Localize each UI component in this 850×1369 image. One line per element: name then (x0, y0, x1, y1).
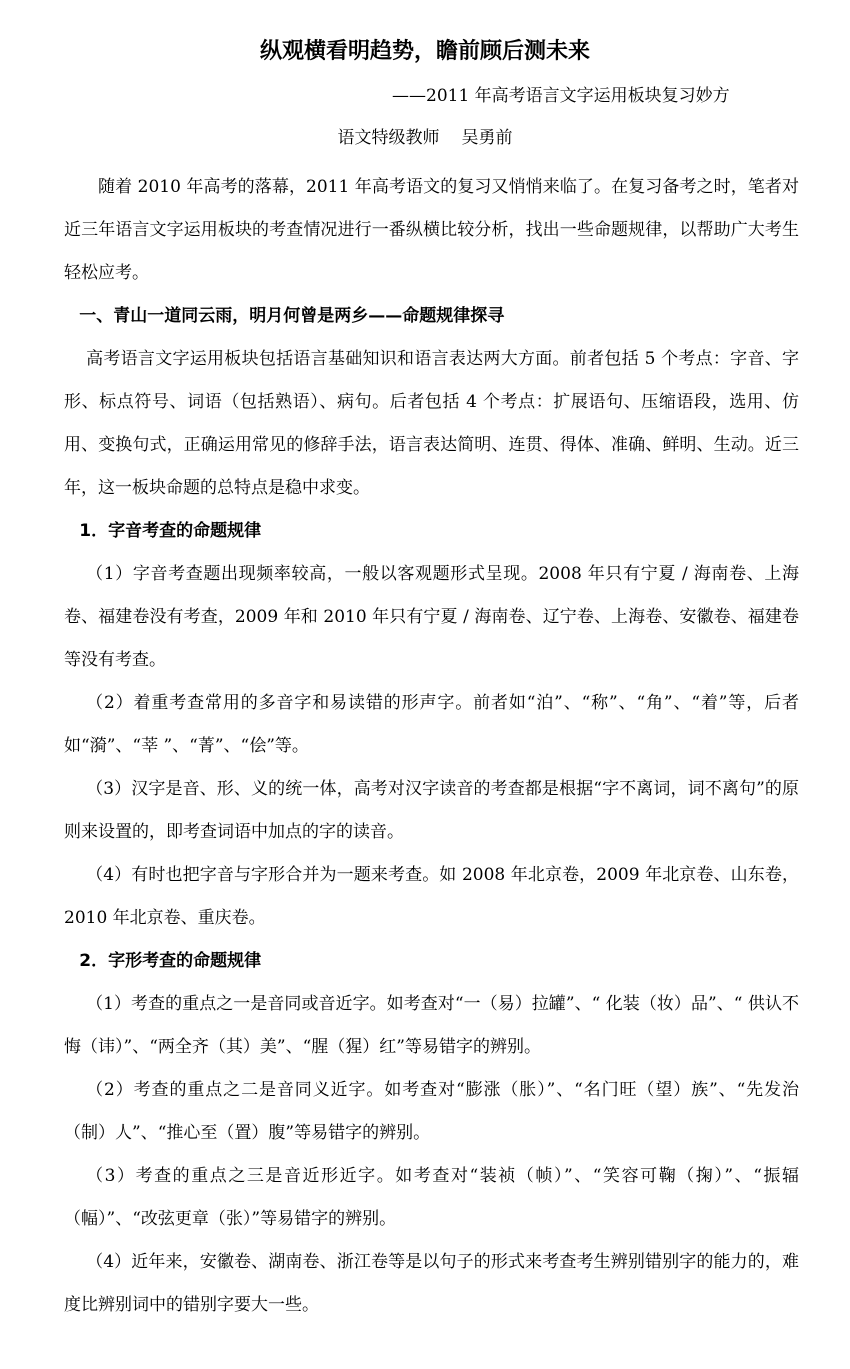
document-subtitle: ——2011 年高考语言文字运用板块复习妙方 (392, 86, 730, 106)
section-paragraph: 高考语言文字运用板块包括语言基础知识和语言表达两大方面。前者包括 5 个考点：字音、字形、标点符号、词语（包括熟语）、病句。后者包括 4 个考点：扩展语句、压缩语段，选用、仿用、变换句式，正确运用常见的修辞手法，语言表达简明、连贯、得体、准确、鲜明、生动。近三年，这一板块命题的总特点是稳中求变。 (64, 349, 799, 498)
subsection-heading-pronunciation: 1．字音考查的命题规律 (79, 521, 262, 541)
section-heading: 一、青山一道同云雨，明月何曾是两乡——命题规律探寻 (79, 306, 505, 326)
document-title: 纵观横看明趋势，瞻前顾后测未来 (259, 39, 590, 64)
glyph-item-2: （2）考查的重点之二是音同义近字。如考查对“膨涨（胀）”、“名门旺（望）族”、“先发治（制）人”、“推心至（置）腹”等易错字的辨别。 (64, 1080, 799, 1143)
intro-paragraph: 随着 2010 年高考的落幕，2011 年高考语文的复习又悄悄来临了。在复习备考之时，笔者对近三年语言文字运用板块的考查情况进行一番纵横比较分析，找出一些命题规律，以帮助广大考生轻松应考。 (64, 177, 799, 283)
subsection-heading-glyph: 2．字形考查的命题规律 (79, 951, 262, 971)
pronunciation-item-3: （3）汉字是音、形、义的统一体，高考对汉字读音的考查都是根据“字不离词，词不离句”的原则来设置的，即考查词语中加点的字的读音。 (64, 779, 799, 842)
glyph-item-1: （1）考查的重点之一是音同或音近字。如考查对“一（易）拉罐”、“ 化装（妆）品”、“ 供认不悔（讳）”、“两全齐（其）美”、“腥（猩）红”等易错字的辨别。 (64, 994, 799, 1057)
author-line (0, 124, 850, 152)
pronunciation-item-2: （2）着重考查常用的多音字和易读错的形声字。前者如“泊”、“称”、“角”、“着”等，后者如“漪”、“莘 ”、“菁”、“侩”等。 (64, 693, 799, 756)
document-body (64, 166, 799, 1327)
glyph-item-3: （3）考查的重点之三是音近形近字。如考查对“装祯（帧）”、“笑容可鞠（掬）”、“振辐（幅）”、“改弦更章（张）”等易错字的辨别。 (64, 1166, 799, 1229)
author-role: 语文特级教师 (337, 128, 440, 148)
pronunciation-item-4: （4）有时也把字音与字形合并为一题来考查。如 2008 年北京卷，2009 年北京卷、山东卷，2010 年北京卷、重庆卷。 (64, 865, 799, 928)
author-name: 吴勇前 (461, 128, 513, 148)
pronunciation-item-1: （1）字音考查题出现频率较高，一般以客观题形式呈现。2008 年只有宁夏 / 海南卷、上海卷、福建卷没有考查，2009 年和 2010 年只有宁夏 / 海南卷、辽宁卷、上海卷、安徽卷、福建卷等没有考查。 (64, 564, 799, 670)
glyph-item-4: （4）近年来，安徽卷、湖南卷、浙江卷等是以句子的形式来考查考生辨别错别字的能力的，难度比辨别词中的错别字要大一些。 (64, 1252, 799, 1315)
